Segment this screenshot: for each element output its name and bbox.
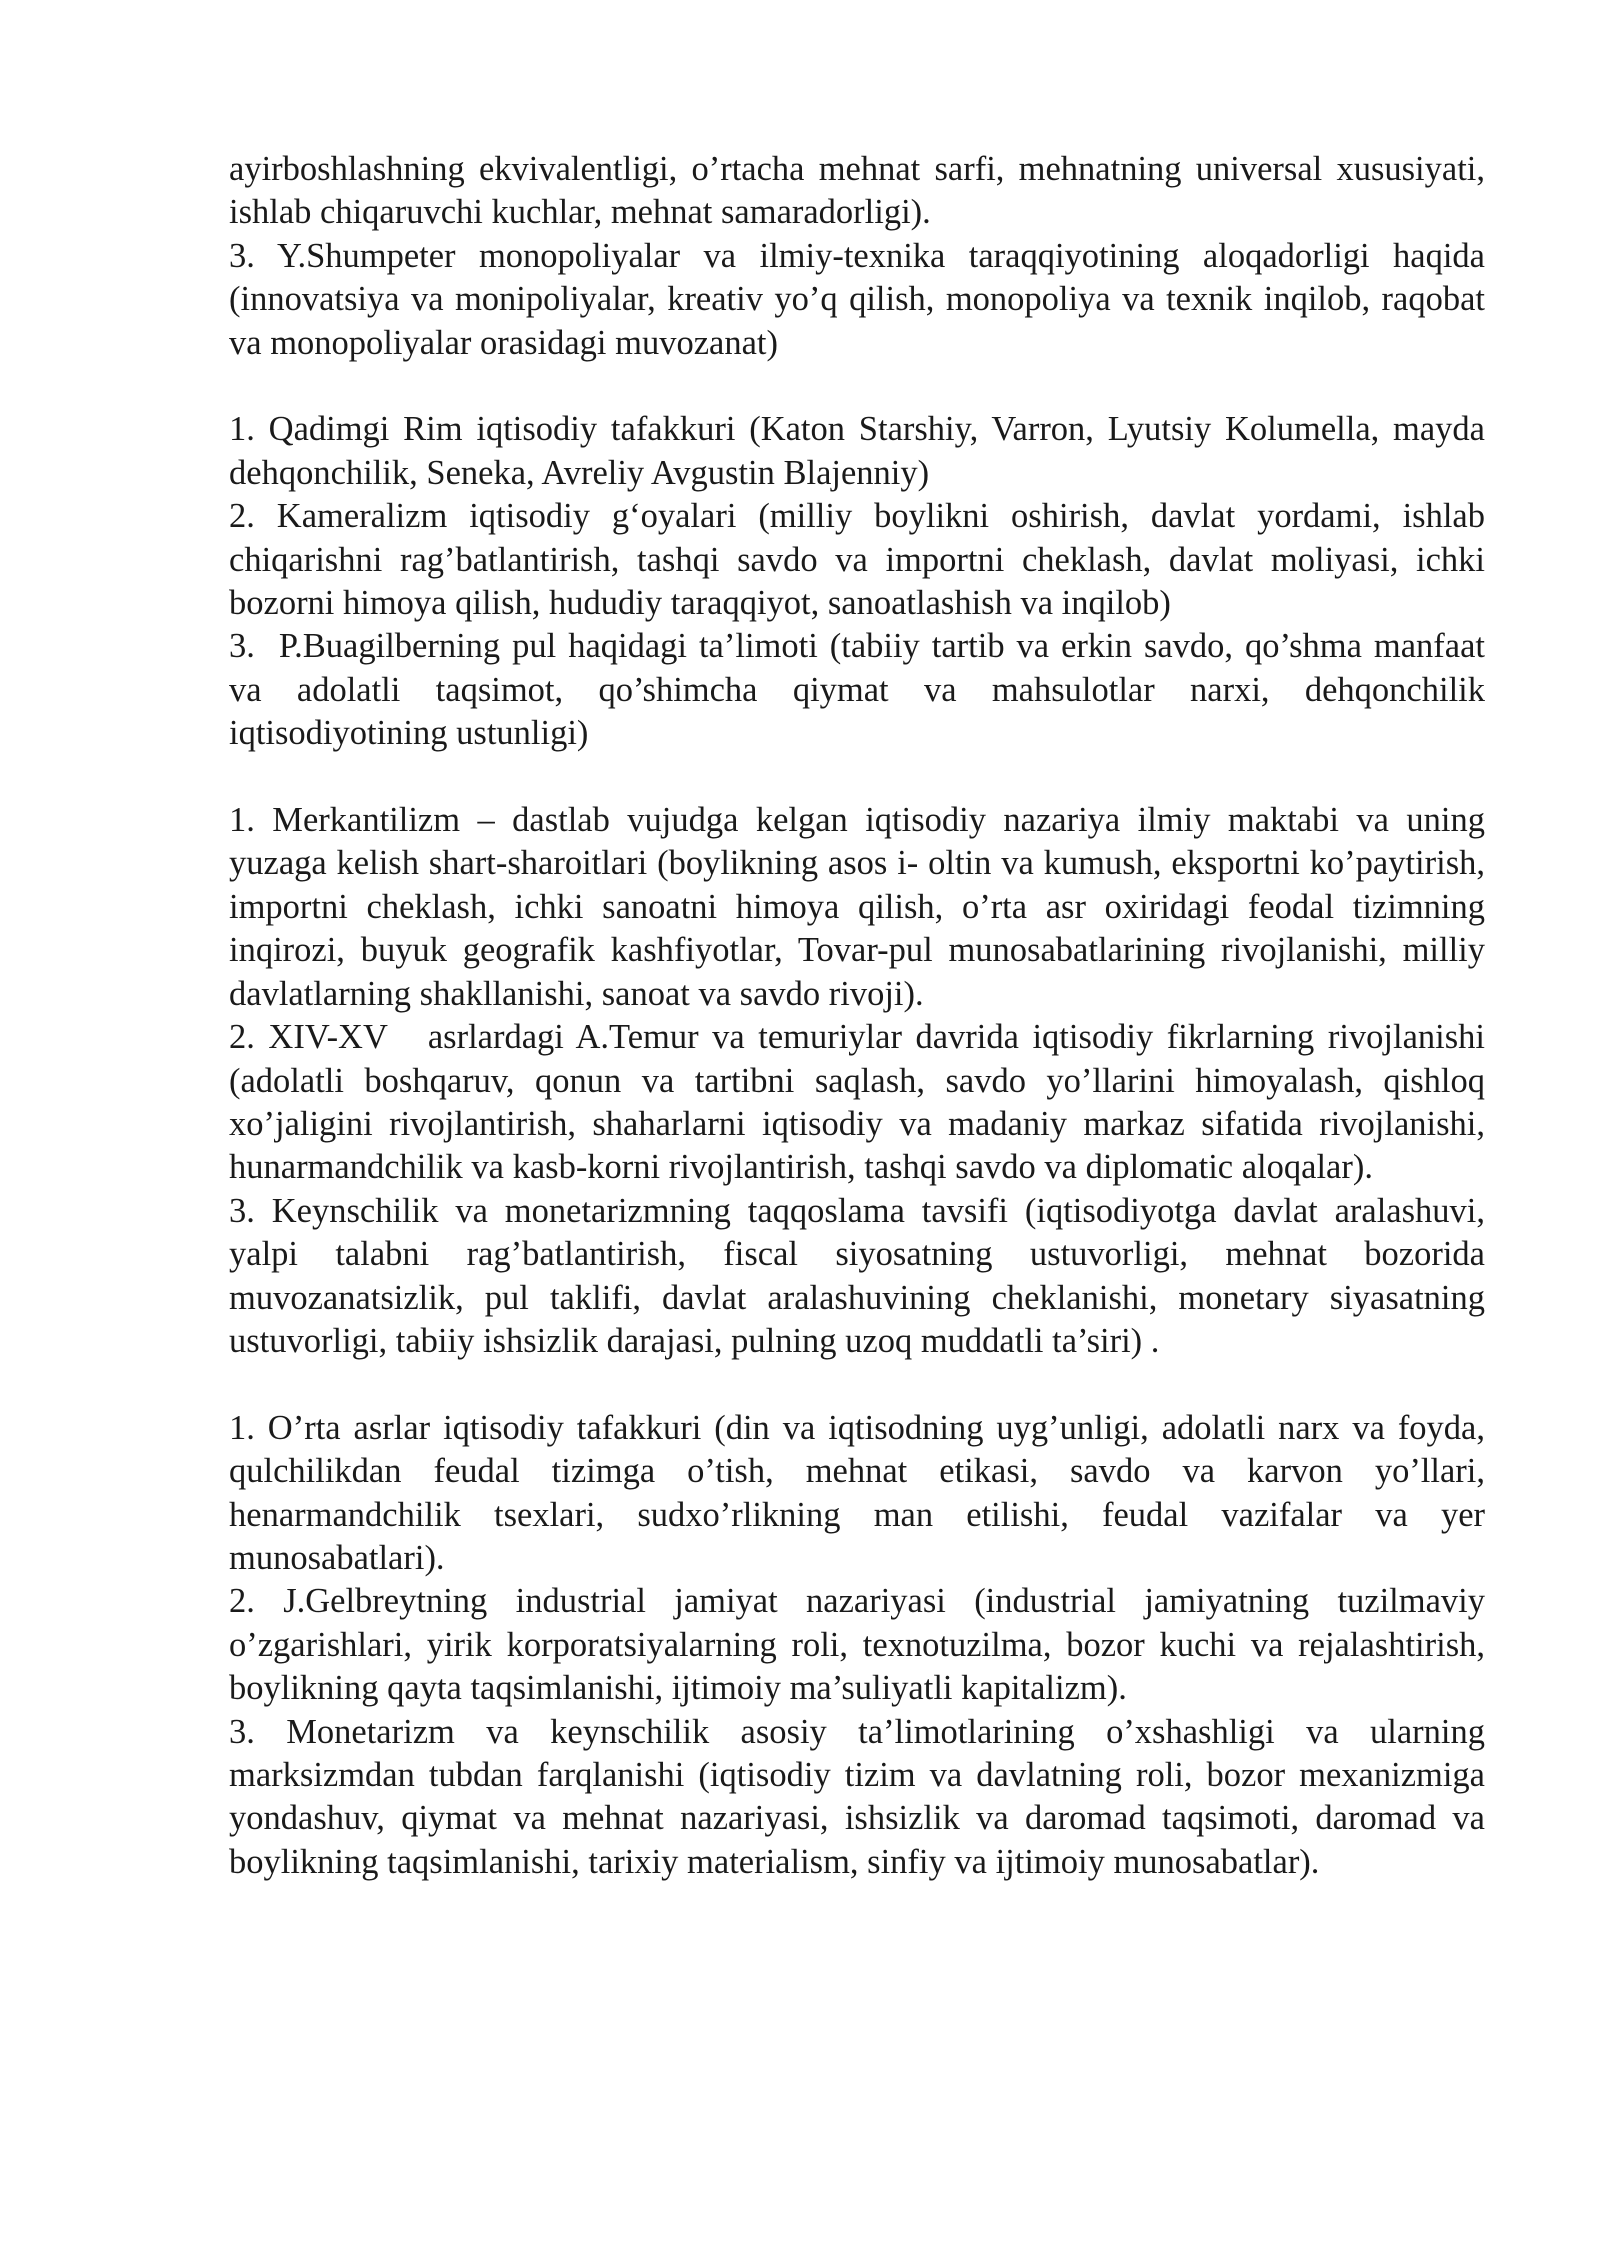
paragraph: 2. Kameralizm iqtisodiy g‘oyalari (milliy boylikni oshirish, davlat yordami, ishlab chiqarishni rag’batlantirish, tashqi savdo va importni cheklash, davlat moliyasi, ichki bozorni himoya qilish, hududiy taraqqiyot, sanoatlashish va inqilob) [229, 497, 1494, 623]
blank-line [229, 1363, 1485, 1406]
paragraph: 2. XIV-XV asrlardagi A.Temur va temuriylar davrida iqtisodiy fikrlarning rivojlanishi (adolatli boshqaruv, qonun va tartibni saqlash, savdo yo’llarini himoyalash, qishloq xo’jaligini rivojlantirish, shaharlarni iqtisodiy va madaniy markaz sifatida rivojlanishi, hunarmandchilik va kasb-korni rivojlantirish, tashqi savdo va diplomatic aloqalar). [229, 1018, 1494, 1187]
paragraph-group-3 [229, 799, 1494, 1363]
paragraph-group-1 [229, 148, 1494, 365]
paragraph: 3. P.Buagilberning pul haqidagi ta’limoti (tabiiy tartib va erkin savdo, qo’shma manfaat va adolatli taqsimot, qo’shimcha qiymat va mahsulotlar narxi, dehqonchilik iqtisodiyotining ustunligi) [229, 627, 1494, 753]
paragraph: 1. Merkantilizm – dastlab vujudga kelgan iqtisodiy nazariya ilmiy maktabi va uning yuzaga kelish shart-sharoitlari (boylikning asos i- oltin va kumush, eksportni ko’paytirish, importni cheklash, ichki sanoatni himoya qilish, o’rta asr oxiridagi feodal tizimning inqirozi, buyuk geografik kashfiyotlar, Tovar-pul munosabatlarining rivojlanishi, milliy davlatlarning shakllanishi, sanoat va savdo rivoji). [229, 801, 1494, 1013]
paragraph: 2. J.Gelbreytning industrial jamiyat nazariyasi (industrial jamiyatning tuzilmaviy o’zgarishlari, yirik korporatsiyalarning roli, texnotuzilma, bozor kuchi va rejalashtirish, boylikning qayta taqsimlanishi, ijtimoiy ma’suliyatli kapitalizm). [229, 1582, 1494, 1708]
paragraph: 3. Monetarizm va keynschilik asosiy ta’limotlarining o’xshashligi va ularning marksizmdan tubdan farqlanishi (iqtisodiy tizim va davlatning roli, bozor mexanizmiga yondashuv, qiymat va mehnat nazariyasi, ishsizlik va daromad taqsimoti, daromad va boylikning taqsimlanishi, tarixiy materialism, sinfiy va ijtimoiy munosabatlar). [229, 1712, 1494, 1881]
blank-line [229, 365, 1485, 408]
paragraph: ayirboshlashning ekvivalentligi, o’rtacha mehnat sarfi, mehnatning universal xususiyati, ishlab chiqaruvchi kuchlar, mehnat samaradorligi). [229, 150, 1494, 232]
paragraph-group-2 [229, 408, 1494, 755]
document-page [229, 148, 1494, 1884]
paragraph: 3. Keynschilik va monetarizmning taqqoslama tavsifi (iqtisodiyotga davlat aralashuvi, yalpi talabni rag’batlantirish, fiscal siyosatning ustuvorligi, mehnat bozorida muvozanatsizlik, pul taklifi, davlat aralashuvining cheklanishi, monetary siyasatning ustuvorligi, tabiiy ishsizlik darajasi, pulning uzoq muddatli ta’siri) . [229, 1191, 1494, 1360]
paragraph: 1. Qadimgi Rim iqtisodiy tafakkuri (Katon Starshiy, Varron, Lyutsiy Kolumella, mayda dehqonchilik, Seneka, Avreliy Avgustin Blajenniy) [229, 410, 1494, 492]
paragraph: 1. O’rta asrlar iqtisodiy tafakkuri (din va iqtisodning uyg’unligi, adolatli narx va foyda, qulchilikdan feudal tizimga o’tish, mehnat etikasi, savdo va karvon yo’llari, henarmandchilik tsexlari, sudxo’rlikning man etilishi, feudal vazifalar va yer munosabatlari). [229, 1408, 1494, 1577]
paragraph: 3. Y.Shumpeter monopoliyalar va ilmiy-texnika taraqqiyotining aloqadorligi haqida (innovatsiya va monipoliyalar, kreativ yo’q qilish, monopoliya va texnik inqilob, raqobat va monopoliyalar orasidagi muvozanat) [229, 236, 1494, 362]
blank-line [229, 756, 1485, 799]
paragraph-group-4 [229, 1407, 1494, 1884]
